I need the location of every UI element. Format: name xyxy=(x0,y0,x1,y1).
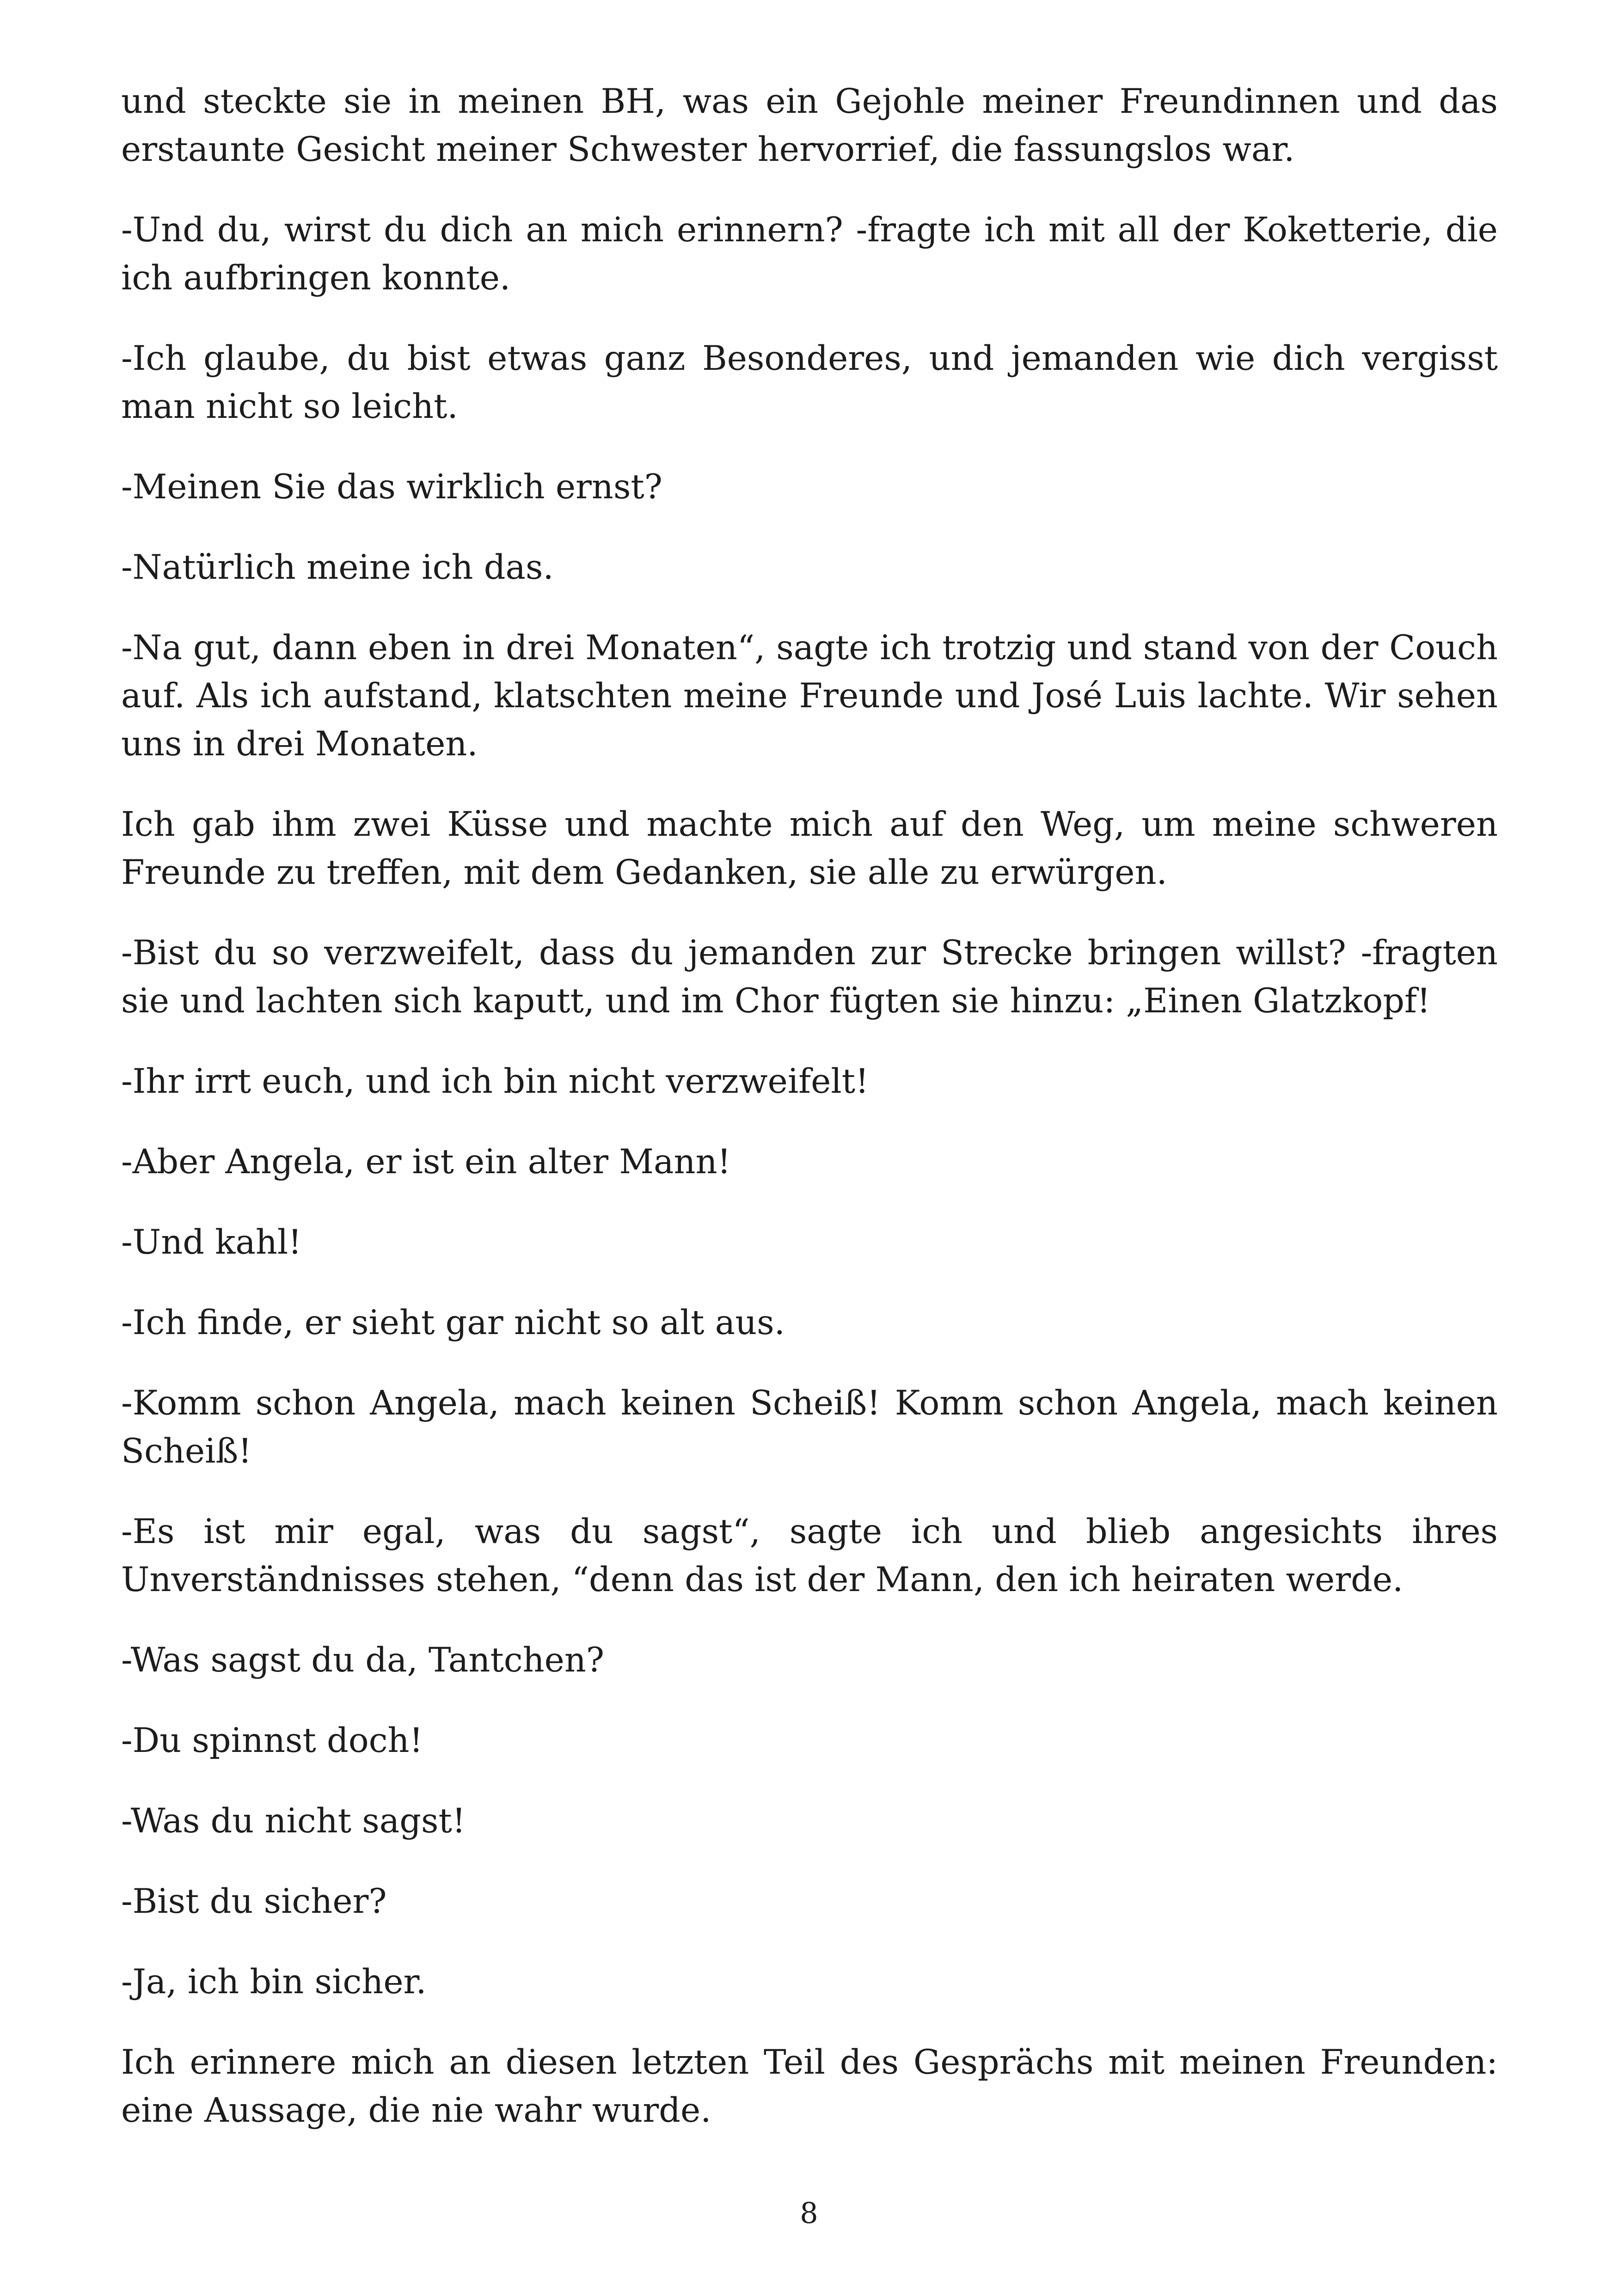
paragraph: und steckte sie in meinen BH, was ein Gejohle meiner Freundinnen und das erstaunte Gesicht meiner Schwester hervorrief, die fassungslos war. xyxy=(121,82,1498,169)
paragraph: -Meinen Sie das wirklich ernst? xyxy=(121,467,662,507)
paragraph: -Du spinnst doch! xyxy=(121,1721,423,1760)
paragraph: Ich erinnere mich an diesen letzten Teil des Gesprächs mit meinen Freunden: eine Aussage, die nie wahr wurde. xyxy=(121,2043,1498,2130)
paragraph: -Bist du so verzweifelt, dass du jemanden zur Strecke bringen willst? -fragten sie und lachten sich kaputt, und im Chor fügten sie hinzu: „Einen Glatzkopf! xyxy=(121,933,1498,1021)
paragraph: -Ja, ich bin sicher. xyxy=(121,1962,427,2002)
paragraph: -Komm schon Angela, mach keinen Scheiß! Komm schon Angela, mach keinen Scheiß! xyxy=(121,1384,1498,1471)
paragraph: -Was du nicht sagst! xyxy=(121,1801,466,1841)
page-number: 8 xyxy=(800,2196,818,2230)
paragraph: -Na gut, dann eben in drei Monaten“, sagte ich trotzig und stand von der Couch auf. Als ich aufstand, klatschten meine Freunde und José Luis lachte. Wir sehen uns in drei Monaten. xyxy=(121,628,1498,764)
paragraph: -Ihr irrt euch, und ich bin nicht verzweifelt! xyxy=(121,1062,869,1101)
paragraph: -Ich finde, er sieht gar nicht so alt aus. xyxy=(121,1303,785,1342)
paragraph: -Natürlich meine ich das. xyxy=(121,548,554,587)
paragraph: -Bist du sicher? xyxy=(121,1882,387,1921)
paragraph: -Und du, wirst du dich an mich erinnern? -fragte ich mit all der Koketterie, die ich aufbringen konnte. xyxy=(121,210,1498,298)
paragraph: -Aber Angela, er ist ein alter Mann! xyxy=(121,1142,731,1182)
paragraph: Ich gab ihm zwei Küsse und machte mich auf den Weg, um meine schweren Freunde zu treffen, mit dem Gedanken, sie alle zu erwürgen. xyxy=(121,805,1498,892)
page-body xyxy=(121,78,1498,2167)
paragraph: -Es ist mir egal, was du sagst“, sagte ich und blieb angesichts ihres Unverständnisses stehen, “denn das ist der Mann, den ich heiraten werde. xyxy=(121,1512,1498,1599)
paragraph: -Was sagst du da, Tantchen? xyxy=(121,1641,605,1680)
paragraph: -Und kahl! xyxy=(121,1223,302,1262)
paragraph: -Ich glaube, du bist etwas ganz Besonderes, und jemanden wie dich vergisst man nicht so leicht. xyxy=(121,339,1498,426)
